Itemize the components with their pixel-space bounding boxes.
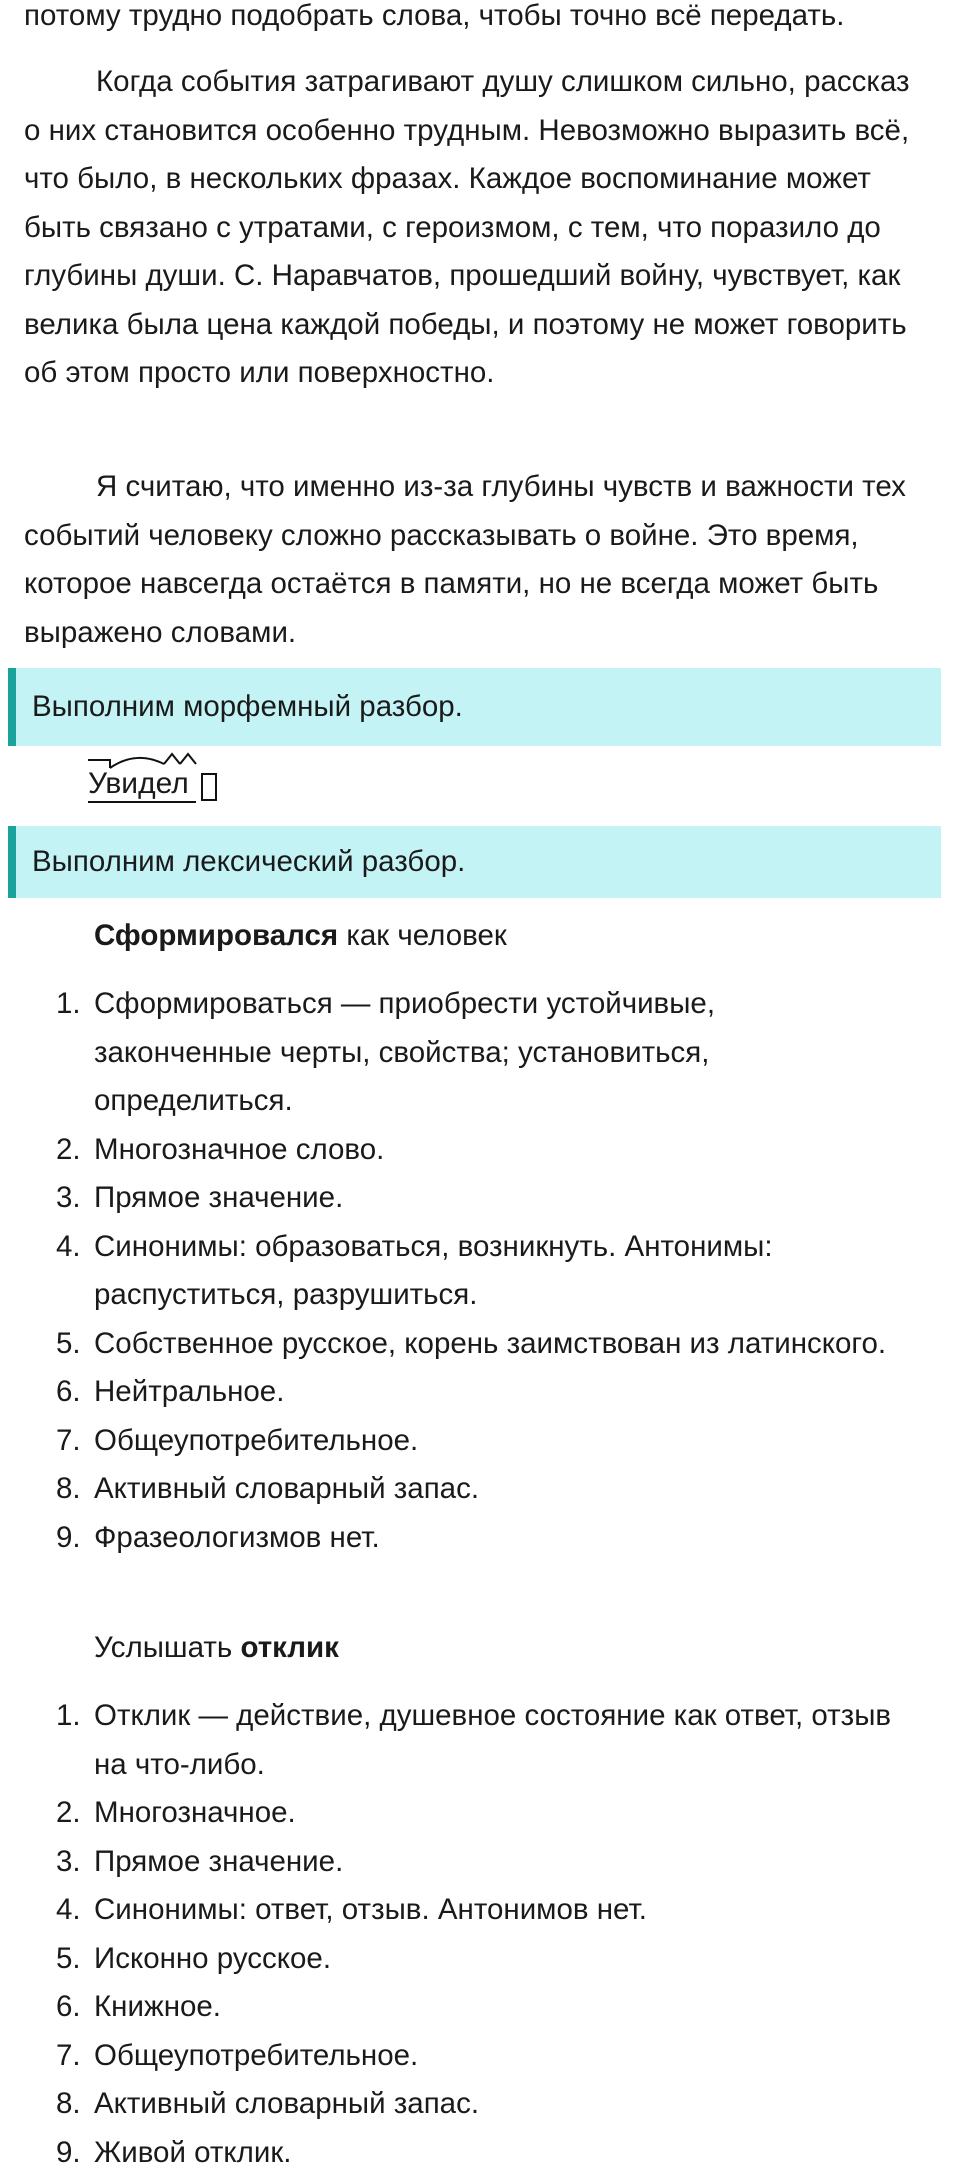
list-item: 6. Нейтральное. (0, 1368, 900, 1417)
list-item: 4. Синонимы: образоваться, возникнуть. Антонимы: распуститься, разрушиться. (0, 1223, 900, 1320)
list-item: 5. Исконно русское. (0, 1935, 900, 1984)
lexical-analysis-banner: Выполним лексический разбор. (8, 826, 941, 898)
paragraph: Когда события затрагивают душу слишком сильно, рассказ о них становится особенно трудным. Невозможно выразить всё, что было, в нескольких фразах. Каждое воспоминание может быть связано с утратами, с героизмом, с тем, что поразило до глубины души. С. Наравчатов, прошедший войну, чувствует, как велика была цена каждой победы, и поэтому не может говорить об этом просто или поверхностно. (0, 58, 960, 398)
analyzed-word: отклик (240, 1631, 339, 1664)
list-item: 8. Активный словарный запас. (0, 2080, 900, 2129)
list-item: 7. Общеупотребительное. (0, 2032, 900, 2081)
list-item: 3. Прямое значение. (0, 1838, 900, 1887)
analyzed-phrase-1 (94, 916, 507, 956)
morpheme-word: Увидел (88, 766, 189, 802)
list-item: 2. Многозначное. (0, 1789, 900, 1838)
list-item: 9. Живой отклик. (0, 2129, 900, 2177)
analyzed-phrase-2 (94, 1628, 339, 1668)
phrase-rest: как человек (338, 919, 507, 952)
lexical-list-2 (0, 1692, 900, 2177)
list-item: 4. Синонимы: ответ, отзыв. Антонимов нет. (0, 1886, 900, 1935)
morpheme-diagram (88, 752, 238, 812)
list-item: 1. Отклик — действие, душевное состояние как ответ, отзыв на что-либо. (0, 1692, 900, 1789)
lexical-list-1 (0, 980, 900, 1562)
phrase-rest: Услышать (94, 1631, 240, 1664)
list-item: 8. Активный словарный запас. (0, 1465, 900, 1514)
paragraph: Я считаю, что именно из-за глубины чувств и важности тех событий человеку сложно рассказывать о войне. Это время, которое навсегда остаётся в памяти, но не всегда может быть выражено словами. (0, 463, 960, 657)
list-item: 1. Сформироваться — приобрести устойчивые, законченные черты, свойства; установиться, определиться. (0, 980, 900, 1126)
analyzed-word: Сформировался (94, 919, 338, 952)
list-item: 5. Собственное русское, корень заимствован из латинского. (0, 1320, 900, 1369)
morphemic-analysis-banner: Выполним морфемный разбор. (8, 668, 941, 746)
list-item: 6. Книжное. (0, 1983, 900, 2032)
list-item: 3. Прямое значение. (0, 1174, 900, 1223)
list-item: 9. Фразеологизмов нет. (0, 1514, 900, 1563)
list-item: 2. Многозначное слово. (0, 1126, 900, 1175)
paragraph-fragment: потому трудно подобрать слова, чтобы точно всё передать. (0, 0, 960, 41)
list-item: 7. Общеупотребительное. (0, 1417, 900, 1466)
